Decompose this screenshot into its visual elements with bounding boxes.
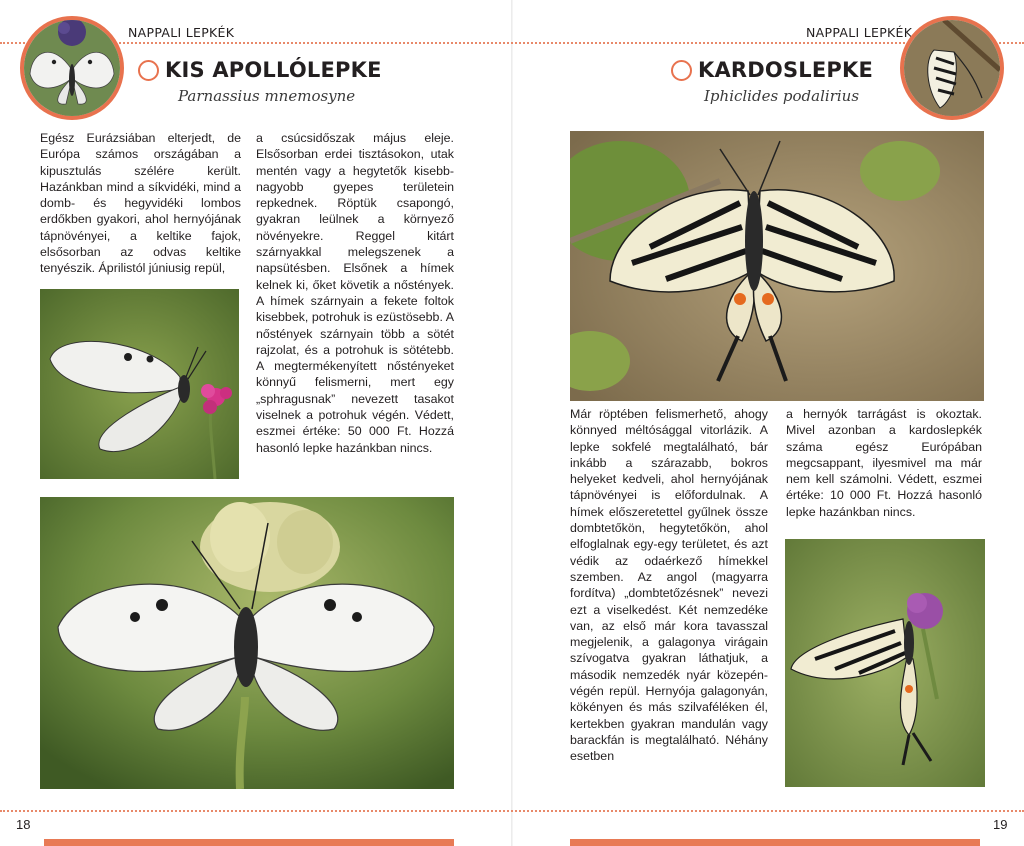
right-text-column-2: a hernyók tarrágást is okoztak. Mivel azonban a kardoslepkék száma egész Európában megcsappant, ilyesmivel ma már nem kell számolni. Védett, eszmei értéke: 10 000 Ft. Hozzá hasonló lepke hazánkban nincs. [786,407,982,519]
left-photo-large [40,497,454,789]
right-title-ring-icon [671,60,692,81]
left-section-label: NAPPALI LEPKÉK [128,25,235,40]
footer-dotted-rule [0,810,1024,812]
left-photo-small [40,289,239,479]
left-title-ring-icon [138,60,159,81]
left-footer-bar [44,839,454,846]
left-species-title: KIS APOLLÓLEPKE [165,58,382,82]
left-latin-name: Parnassius mnemosyne [178,87,356,105]
header-dotted-rule [0,42,1024,44]
right-page-number: 19 [993,817,1008,832]
left-page-number: 18 [16,817,31,832]
right-footer-bar [570,839,980,846]
book-spine [511,0,513,846]
right-text-column-1: Már röptében felismerhető, ahogy könnyed méltósággal vitorlázik. A lepke sokfelé megtalálható, bár inkább a szárazabb, bokros helyeket kedveli, ahol hernyójának tápnövényei is előfordulnak. A hímek előszeretettel gyűlnek össze dombtetőkön, hegytetőkön, ahol elfoglalnak egy-egy területet, és azt védik az odaérkező hímekkel szemben. Az angol (magyarra fordítva) „dombtetőzésnek” nevezi ezt a viselkedést. Két nemzedéke van, az első már kora tavasszal megjelenik, a galagonya virágain szívogatva gyakran láthatjuk, a második nemzedék nyár közepén-végén repül. Hernyója galagonyán, kökényen és más szilvaféléken él, kertekben gyakran mandulán vagy barackfán is megtalálható. Néhány esetben [570,407,768,764]
right-section-label: NAPPALI LEPKÉK [806,25,913,40]
right-latin-name: Iphiclides podalirius [704,87,860,105]
left-text-column-2: a csúcsidőszak május eleje. Elsősorban erdei tisztásokon, utak mentén vagy a hegytetők kisebb-nagyobb gyepes területein repkednek. Röptük csapongó, gyakran leülnek a környező növényekre. Reggel kitárt szárnyakkal melegszenek a napsütésben. Elsőnek a hímek kelnek ki, őket követik a nőstények. A hímek szárnyain a fekete foltok kisebbek, potrohuk is ezüstösebb. A nőstények szárnyain több a sötét rajzolat, és a potrohuk is sötétebb. A megtermékenyített nőstényeket könnyű felismerni, mert egy „sphragusnak” nevezett tasakot viselnek a potrohuk végén. Védett, eszmei értéke: 50 000 Ft. Hozzá hasonló lepke hazánkban nincs. [256,131,454,455]
right-thumbnail-photo [900,16,1004,120]
right-title-row [671,58,873,82]
left-title-row [138,58,382,82]
left-thumbnail-photo [20,16,124,120]
right-photo-large [570,131,984,401]
right-photo-small [785,539,985,787]
right-species-title: KARDOSLEPKE [698,58,874,82]
left-text-column-1: Egész Eurázsiában elterjedt, de Európa számos országában a kipusztulás szélére került. Hazánkban mind a síkvidéki, mind a domb- és hegyvidéki lombos erdőkben gyakori, ahol hernyójának tápnövényei, a keltike fajok, elsősorban az odvas keltike tenyészik. Áprilistól júniusig repül, [40,131,241,276]
